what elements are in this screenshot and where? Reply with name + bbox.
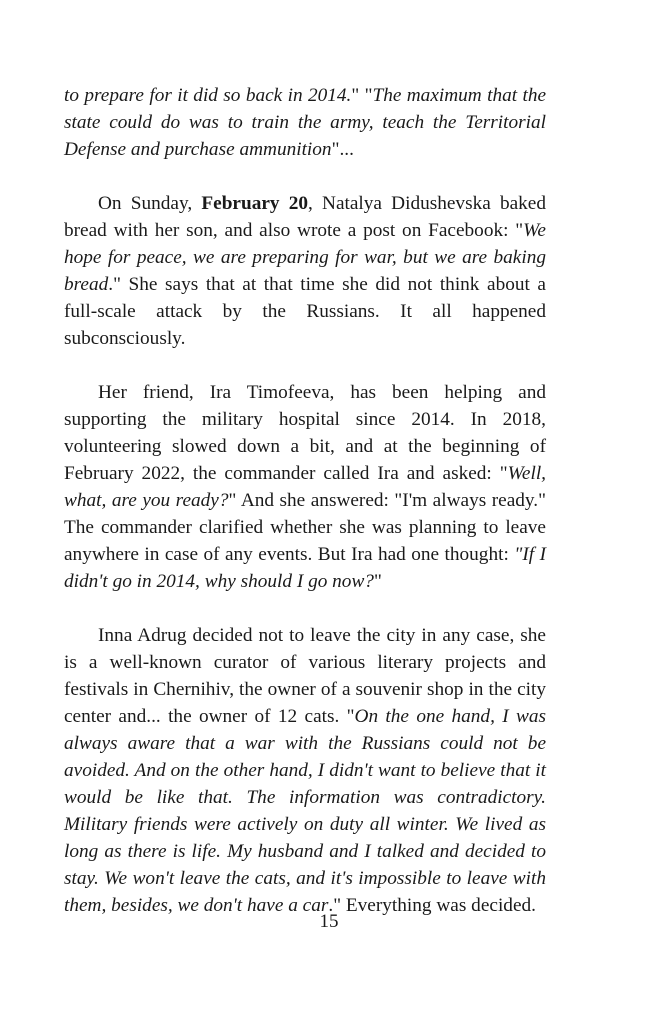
run: On Sunday, [98, 193, 202, 214]
run: " And she answered: "I'm always ready." The commander clarified whether she was planning to leave anywhere in case of any events. But Ira had one thought: [64, 490, 546, 565]
run: ." Everything was decided. [328, 895, 536, 916]
run: Well, what, are you ready? [64, 463, 546, 511]
page-number: 15 [319, 911, 339, 932]
run: " [373, 571, 382, 592]
run: " " [351, 85, 373, 106]
run: Inna Adrug decided not to leave the city in any case, she is a well-known curator of various literary projects and festivals in Chernihiv, the owner of a souvenir shop in the city center and... the owner of 12 cats. " [64, 625, 546, 727]
run: ." She says that at that time she did not think about a full-scale attack by the Russians. It all happened subconsciously. [64, 274, 546, 349]
run: "If I didn't go in 2014, why should I go now? [64, 544, 546, 592]
paragraph-3 [64, 379, 546, 595]
run: We hope for peace, we are preparing for war, but we are baking bread [64, 220, 546, 295]
run: "... [331, 139, 354, 160]
run: , Natalya Didushevska baked bread with her son, and also wrote a post on Facebook: " [64, 193, 546, 241]
run: On the one hand, I was always aware that a war with the Russians could not be avoided. And on the other hand, I didn't want to believe that it would be like that. The information was contradictory. Military friends were actively on duty all winter. We lived as long as there is life. My husband and I talked and decided to stay. We won't leave the cats, and it's impossible to leave with them, besides, we don't have a car [64, 706, 546, 916]
run: Her friend, Ira Timofeeva, has been helping and supporting the military hospital since 2014. In 2018, volunteering slowed down a bit, and at the beginning of February 2022, the commander called Ira and asked: " [64, 382, 546, 484]
run: February 20 [201, 193, 309, 214]
paragraph-4 [64, 622, 546, 919]
paragraph-1 [64, 82, 546, 163]
run: to prepare for it did so back in 2014. [64, 85, 352, 106]
paragraph-2 [64, 190, 546, 352]
run: The maximum that the state could do was to train the army, teach the Territorial Defense and purchase ammunition [64, 85, 547, 160]
body-text [64, 82, 546, 919]
